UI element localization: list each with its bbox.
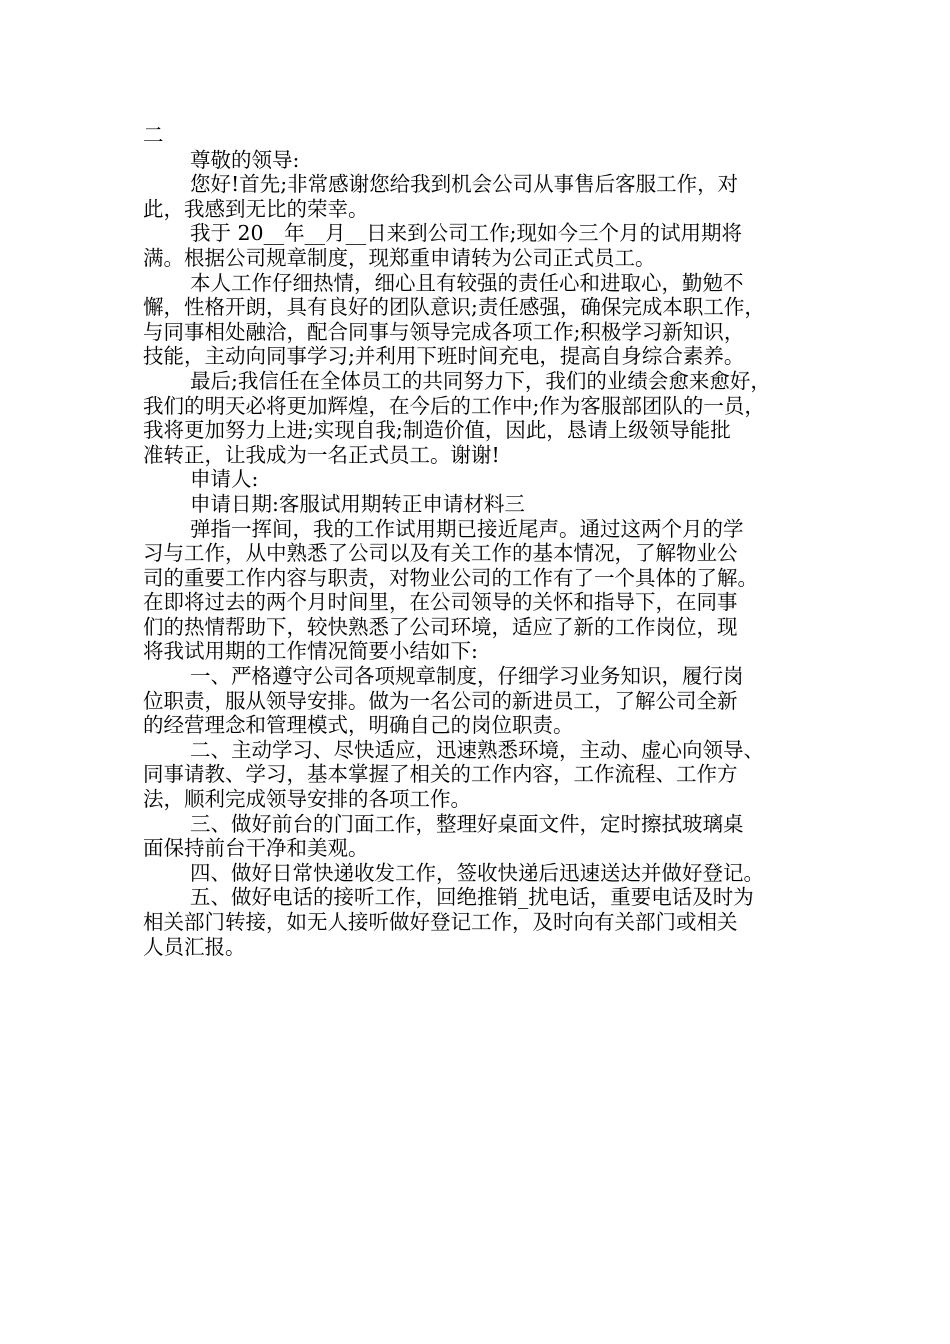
- text-line: 最后;我信任在全体员工的共同努力下，我们的业绩会愈来愈好，: [190, 368, 771, 393]
- text-line: 准转正，让我成为一名正式员工。谢谢!: [143, 442, 500, 467]
- text-line: 满。根据公司规章制度，现郑重申请转为公司正式员工。: [143, 245, 656, 270]
- text-line: 司的重要工作内容与职责，对物业公司的工作有了一个具体的了解。: [143, 565, 758, 590]
- text-line: 尊敬的领导:: [190, 147, 300, 172]
- text-line: 我们的明天必将更加辉煌，在今后的工作中;作为客服部团队的一员，: [143, 393, 765, 418]
- text-line: 我将更加努力上进;实现自我;制造价值，因此，恳请上级领导能批: [143, 418, 731, 443]
- text-line: 技能，主动向同事学习;并利用下班时间充电，提高自身综合素养。: [143, 344, 745, 369]
- text-line: 的经营理念和管理模式，明确自己的岗位职责。: [143, 713, 574, 738]
- text-line: 一、严格遵守公司各项规章制度，仔细学习业务知识，履行岗: [190, 664, 744, 689]
- text-line: 五、做好电话的接听工作，回绝推销_扰电话，重要电话及时为: [190, 885, 754, 910]
- text-line: 习与工作，从中熟悉了公司以及有关工作的基本情况，了解物业公: [143, 541, 738, 566]
- text-line: 三、做好前台的门面工作，整理好桌面文件，定时擦拭玻璃桌: [190, 811, 744, 836]
- text-line: 本人工作仔细热情，细心且有较强的责任心和进取心，勤勉不: [190, 270, 744, 295]
- text-line: 四、做好日常快递收发工作，签收快递后迅速送达并做好登记。: [190, 860, 764, 885]
- text-line: 懈，性格开朗，具有良好的团队意识;责任感强，确保完成本职工作，: [143, 295, 765, 320]
- text-line: 弹指一挥间，我的工作试用期已接近尾声。通过这两个月的学: [190, 516, 744, 541]
- text-line: 您好!首先;非常感谢您给我到机会公司从事售后客服工作，对: [190, 172, 739, 197]
- text-line: 申请人:: [190, 467, 259, 492]
- text-line: 人员汇报。: [143, 934, 246, 959]
- text-line: 在即将过去的两个月时间里，在公司领导的关怀和指导下，在同事: [143, 590, 738, 615]
- text-line: 此，我感到无比的荣幸。: [143, 196, 369, 221]
- text-line: 与同事相处融洽，配合同事与领导完成各项工作;积极学习新知识，: [143, 319, 745, 344]
- text-line: 将我试用期的工作情况简要小结如下:: [143, 639, 478, 664]
- text-line: 位职责，服从领导安排。做为一名公司的新进员工，了解公司全新: [143, 688, 738, 713]
- text-line: 申请日期:客服试用期转正申请材料三: [190, 491, 525, 516]
- text-line: 二: [143, 123, 164, 147]
- text-line: 同事请教、学习，基本掌握了相关的工作内容，工作流程、工作方: [143, 762, 738, 787]
- text-line: 法，顺利完成领导安排的各项工作。: [143, 787, 471, 812]
- text-line: 我于 20__年__月__日来到公司工作;现如今三个月的试用期将: [190, 221, 743, 246]
- document-body: [143, 123, 819, 959]
- text-line: 二、主动学习、尽快适应，迅速熟悉环境，主动、虚心向领导、: [190, 737, 764, 762]
- text-line: 相关部门转接，如无人接听做好登记工作，及时向有关部门或相关: [143, 910, 738, 934]
- text-line: 面保持前台干净和美观。: [143, 836, 369, 861]
- text-line: 们的热情帮助下，较快熟悉了公司环境，适应了新的工作岗位，现: [143, 614, 738, 639]
